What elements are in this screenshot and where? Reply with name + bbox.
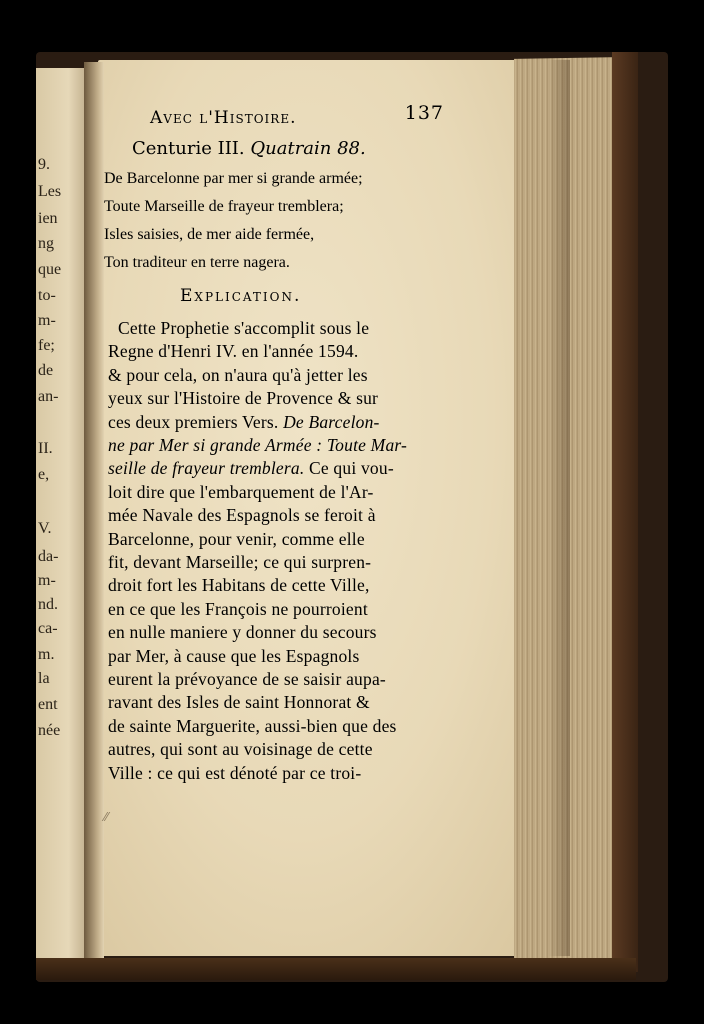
body-line (108, 669, 386, 690)
left-page-fragment: V. (38, 520, 52, 537)
left-page-fragment: e, (38, 466, 50, 483)
page-number: 137 (404, 102, 444, 124)
left-page-fragment: ca- (38, 620, 58, 637)
text-segment: ces deux premiers Vers. (108, 411, 284, 432)
body-line (108, 622, 377, 643)
left-page-fragment: m- (38, 312, 56, 329)
left-page-fragment: de (38, 362, 54, 379)
body-line (108, 739, 373, 760)
left-page-fragment: 9. (38, 156, 50, 173)
verse-line: De Barcelonne par mer si grande armée; (104, 170, 363, 187)
body-line (108, 412, 380, 433)
text-segment: de sainte Marguerite, aussi-bien que des (108, 715, 397, 736)
century-label: Centurie III. (132, 138, 245, 159)
text-segment: Ce qui vou- (304, 458, 394, 479)
text-segment: droit fort les Habitans de cette Ville, (108, 575, 370, 596)
left-page-fragment: da- (38, 548, 59, 565)
left-page-fragment: ien (38, 210, 58, 227)
text-segment: Ville : ce qui est dénoté par ce troi- (108, 762, 362, 783)
body-line (108, 646, 360, 667)
text-segment: eurent la prévoyance de se saisir aupa- (108, 669, 386, 689)
body-line (108, 575, 370, 596)
body-line (108, 482, 374, 503)
text-segment: Barcelonne, pour venir, comme elle (108, 528, 365, 549)
text-segment: Cette Prophetie s'accomplit sous le (118, 318, 370, 338)
left-page-fragment: ent (38, 696, 58, 713)
left-page-fragment: nd. (38, 596, 58, 613)
text-segment: fit, devant Marseille; ce qui surpren- (108, 552, 372, 572)
italic-segment: ne par Mer si grande Armée : Toute Mar- (108, 435, 408, 455)
page-header (150, 102, 470, 132)
body-line (118, 318, 369, 339)
text-segment: en nulle maniere y donner du secours (108, 622, 377, 643)
page-shadow (548, 60, 570, 956)
page-mark: ⁄⁄ (104, 810, 109, 824)
left-page-fragment: Les (38, 183, 62, 200)
left-page-fragment: an- (38, 388, 59, 405)
text-segment: en ce que les François ne pourroient (108, 598, 368, 619)
text-segment: yeux sur l'Histoire de Provence & sur (108, 388, 379, 409)
italic-segment: seille de frayeur tremblera. (108, 458, 305, 479)
left-page-fragment: II. (38, 440, 53, 457)
running-head: Avec l'Histoire. (150, 108, 297, 128)
left-page (36, 68, 90, 958)
cover-bottom (36, 958, 636, 980)
explication-heading: Explication. (180, 286, 302, 306)
text-segment: autres, qui sont au voisinage de cette (108, 739, 373, 760)
left-page-fragment: la (38, 670, 50, 687)
quatrain-label: Quatrain 88. (250, 138, 366, 159)
text-segment: ravant des Isles de saint Honnorat & (108, 692, 370, 713)
body-line (108, 458, 394, 479)
body-line (108, 529, 365, 550)
left-page-fragment: m- (38, 572, 56, 589)
text-segment: & pour cela, on n'aura qu'à jetter les (108, 364, 368, 385)
left-page-fragment: née (38, 722, 61, 739)
body-line (108, 505, 376, 526)
left-page-fragment: m. (38, 646, 55, 663)
left-page-fragment: to- (38, 287, 56, 304)
body-line (108, 435, 407, 456)
body-line (108, 599, 368, 620)
body-line (108, 552, 371, 573)
verse-line: Isles saisies, de mer aide fermée, (104, 226, 315, 243)
text-segment: mée Navale des Espagnols se feroit à (108, 505, 376, 526)
text-segment: loit dire que l'embarquement de l'Ar- (108, 481, 374, 502)
body-line (108, 692, 370, 713)
italic-segment: De Barcelon- (283, 411, 380, 432)
body-line (108, 365, 368, 386)
cover-edge (612, 52, 638, 972)
text-segment: Regne d'Henri IV. en l'année 1594. (108, 341, 359, 362)
gutter (84, 62, 104, 962)
body-line (108, 716, 397, 737)
body-line (108, 763, 361, 784)
body-line (108, 341, 358, 362)
text-segment: par Mer, à cause que les Espagnols (108, 645, 360, 666)
quatrain-title (132, 138, 366, 159)
verse-line: Ton traditeur en terre nagera. (104, 254, 290, 271)
left-page-fragment: fe; (38, 337, 55, 354)
left-page-fragment: que (38, 261, 62, 278)
body-line (108, 388, 378, 409)
verse-line: Toute Marseille de frayeur tremblera; (104, 198, 344, 215)
left-page-fragment: ng (38, 235, 54, 252)
